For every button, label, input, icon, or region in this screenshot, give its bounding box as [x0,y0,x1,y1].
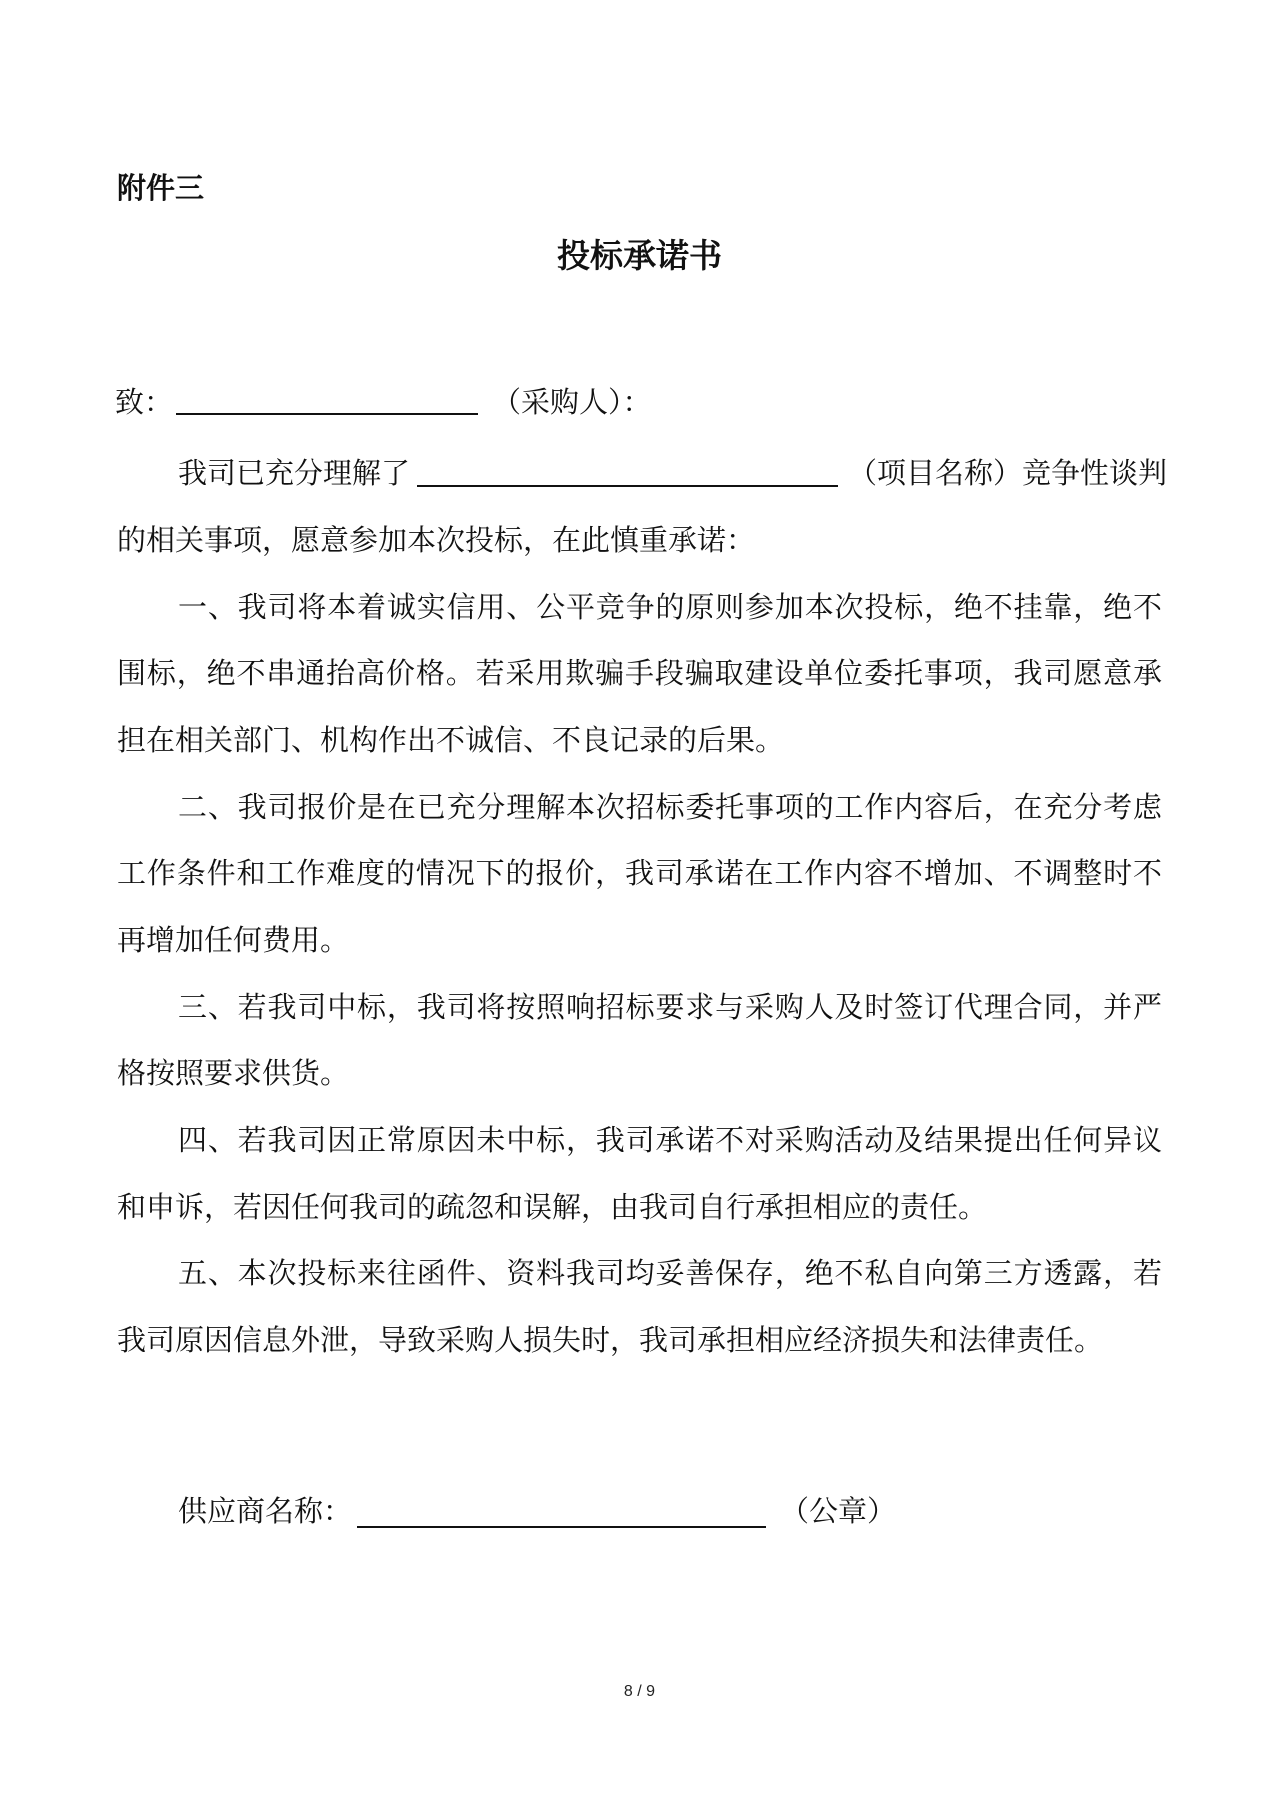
intro-line1-prefix: 我司已充分理解了 [178,456,411,490]
clause-line: 我司原因信息外泄，导致采购人损失时，我司承担相应经济损失和法律责任。 [117,1323,1104,1357]
clause-line: 一、我司将本着诚实信用、公平竞争的原则参加本次投标，绝不挂靠，绝不 [178,590,1162,624]
clause-line: 五、本次投标来往函件、资料我司均妥善保存，绝不私自向第三方透露，若 [178,1256,1162,1290]
supplier-name-label: 供应商名称： [178,1494,353,1528]
clause-line: 三、若我司中标，我司将按照响招标要求与采购人及时签订代理合同，并严 [178,990,1162,1024]
salutation-prefix: 致： [115,385,174,419]
clause-line: 担在相关部门、机构作出不诚信、不良记录的后果。 [117,723,785,757]
purchaser-blank-field[interactable] [176,413,478,415]
clause-line: 工作条件和工作难度的情况下的报价，我司承诺在工作内容不增加、不调整时不 [117,856,1162,890]
clause-line: 四、若我司因正常原因未中标，我司承诺不对采购活动及结果提出任何异议 [178,1123,1162,1157]
page-number: 8 / 9 [623,1683,656,1700]
clause-line: 二、我司报价是在已充分理解本次招标委托事项的工作内容后，在充分考虑 [178,790,1162,824]
clause-line: 和申诉，若因任何我司的疏忽和误解，由我司自行承担相应的责任。 [117,1190,988,1224]
salutation-suffix: （采购人）： [492,385,652,419]
official-seal-label: （公章） [780,1494,897,1528]
supplier-name-blank-field[interactable] [357,1526,766,1528]
document-title: 投标承诺书 [557,236,722,275]
intro-line1-suffix: （项目名称）竞争性谈判 [848,456,1168,490]
clause-line: 围标，绝不串通抬高价格。若采用欺骗手段骗取建设单位委托事项，我司愿意承 [117,656,1162,690]
clause-line: 再增加任何费用。 [117,923,350,957]
project-name-blank-field[interactable] [417,485,838,487]
attachment-label: 附件三 [117,171,205,205]
intro-line2: 的相关事项，愿意参加本次投标，在此慎重承诺： [117,523,756,557]
clause-line: 格按照要求供货。 [117,1056,350,1090]
